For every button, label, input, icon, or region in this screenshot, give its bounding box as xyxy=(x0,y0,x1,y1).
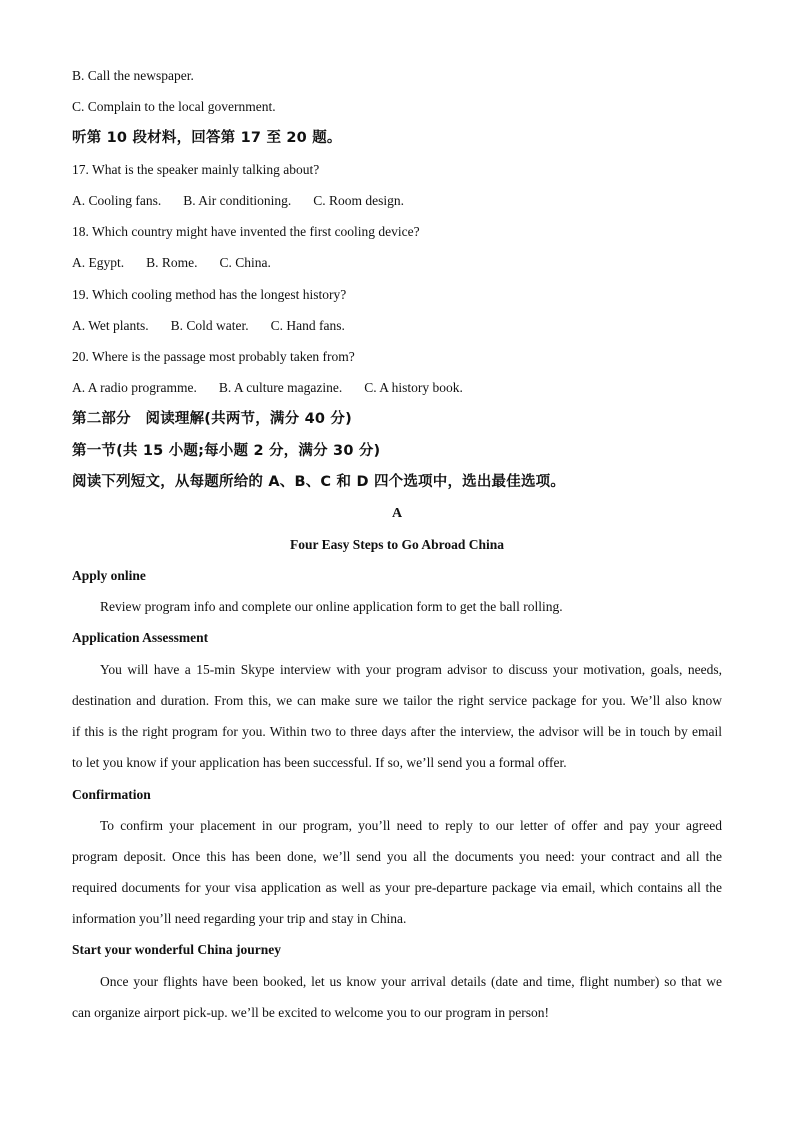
passage-title: Four Easy Steps to Go Abroad China xyxy=(289,537,505,552)
assessment-line-1: You will have a 15-min Skype interview with your program advisor to discuss your motivation, goals, needs, xyxy=(100,662,722,677)
part2-instruction: 阅读下列短文，从每题所给的 A、B、C 和 D 四个选项中，选出最佳选项。 xyxy=(72,474,566,490)
question-17-options xyxy=(72,192,404,210)
question-18-options xyxy=(72,254,271,272)
question-20-stem: 20. Where is the passage most probably taken from? xyxy=(72,349,355,364)
start-line-1: Once your flights have been booked, let us know your arrival details (date and time, flight number) so that we xyxy=(100,974,722,989)
question-19-option-c: C. Hand fans. xyxy=(270,318,345,333)
question-20-option-a: A. A radio programme. xyxy=(72,380,197,395)
assessment-line-3: if this is the right program for you. Within two to three days after the interview, the advisor will be in touch by email xyxy=(72,724,722,739)
passage-letter: A xyxy=(391,506,403,521)
part2-title: 第二部分 阅读理解(共两节，满分 40 分) xyxy=(72,411,352,427)
confirmation-line-2: program deposit. Once this has been done, we’ll send you all the documents you need: your contract and all the xyxy=(72,849,722,864)
question-20-option-b: B. A culture magazine. xyxy=(218,380,343,395)
question-18-option-c: C. China. xyxy=(219,255,271,270)
option-c-complain: C. Complain to the local government. xyxy=(72,99,276,114)
question-18-option-a: A. Egypt. xyxy=(72,255,125,270)
question-19-options xyxy=(72,317,345,335)
question-17-option-b: B. Air conditioning. xyxy=(183,193,292,208)
part2-section1-title: 第一节(共 15 小题;每小题 2 分，满分 30 分) xyxy=(72,443,381,459)
start-line-2: can organize airport pick-up. we’ll be excited to welcome you to our program in person! xyxy=(72,1005,549,1020)
question-20-options xyxy=(72,379,463,397)
heading-apply-online: Apply online xyxy=(72,568,146,583)
heading-application-assessment: Application Assessment xyxy=(72,630,209,645)
option-b-call-newspaper: B. Call the newspaper. xyxy=(72,68,194,83)
question-19-option-a: A. Wet plants. xyxy=(72,318,149,333)
heading-confirmation: Confirmation xyxy=(72,787,151,802)
question-20-option-c: C. A history book. xyxy=(364,380,463,395)
question-19-stem: 19. Which cooling method has the longest history? xyxy=(72,287,347,302)
confirmation-line-4: information you’ll need regarding your trip and stay in China. xyxy=(72,911,407,926)
question-17-option-a: A. Cooling fans. xyxy=(72,193,162,208)
question-17-stem: 17. What is the speaker mainly talking about? xyxy=(72,162,320,177)
section10-header: 听第 10 段材料，回答第 17 至 20 题。 xyxy=(72,130,342,146)
confirmation-line-3: required documents for your visa application as well as your pre-departure package via email, which contains all the xyxy=(72,880,722,895)
heading-start-journey: Start your wonderful China journey xyxy=(72,942,282,957)
assessment-line-4: to let you know if your application has been successful. If so, we’ll send you a formal offer. xyxy=(72,755,567,770)
question-19-option-b: B. Cold water. xyxy=(170,318,249,333)
question-18-option-b: B. Rome. xyxy=(146,255,198,270)
confirmation-line-1: To confirm your placement in our program, you’ll need to reply to our letter of offer and pay your agreed xyxy=(100,818,722,833)
question-17-option-c: C. Room design. xyxy=(313,193,405,208)
question-18-stem: 18. Which country might have invented the first cooling device? xyxy=(72,224,420,239)
assessment-line-2: destination and duration. From this, we can make sure we tailor the right service package for you. We’ll also know xyxy=(72,693,722,708)
apply-paragraph: Review program info and complete our online application form to get the ball rolling. xyxy=(100,599,563,614)
